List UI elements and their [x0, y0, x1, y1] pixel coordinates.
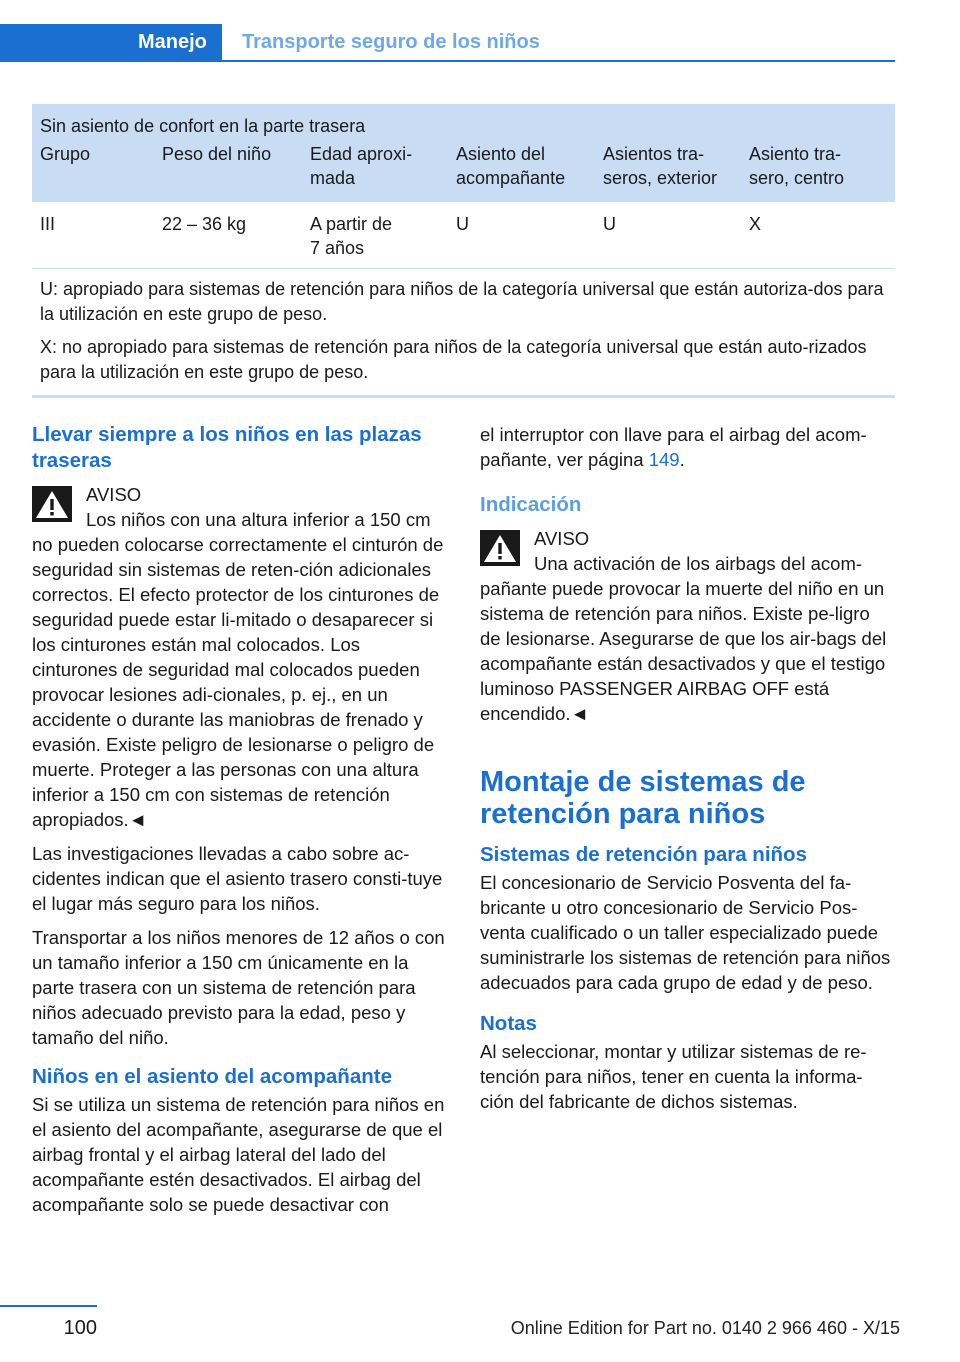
col-header-grupo: Grupo: [40, 144, 91, 164]
paragraph: Si se utiliza un sistema de retención para niños en el asiento del acompañante, asegurarse de que el airbag frontal y el airbag lateral del lado del acompañante estén desactivados. El airbag del acompañante solo se puede desactivar con: [32, 1094, 445, 1215]
cell-grupo: III: [40, 214, 56, 234]
paragraph: el interruptor con llave para el airbag del acom-pañante, ver página 149.: [480, 424, 867, 470]
table-row: [32, 202, 895, 269]
paragraph: Las investigaciones llevadas a cabo sobre ac-cidentes indican que el asiento trasero consti-tuye el lugar más seguro para los niños.: [32, 843, 443, 914]
col-header-edad: Edad aproxi- mada: [310, 144, 413, 188]
warning-label: AVISO: [86, 484, 142, 505]
page-header: [0, 24, 895, 62]
cell-traseros-exterior: U: [603, 214, 616, 234]
note-u: U: apropiado para sistemas de retención para niños de la categoría universal que están autoriza-dos para la utilización en este grupo de peso.: [40, 279, 884, 324]
table-title: Sin asiento de confort en la parte trasera: [40, 116, 366, 136]
table-columns: [32, 136, 895, 202]
table-notes: [32, 269, 895, 398]
warning-triangle-icon: [480, 530, 520, 566]
heading-rear-seats: Llevar siempre a los niños en las plazas traseras: [32, 423, 422, 472]
page-link[interactable]: 149: [648, 449, 680, 470]
heading-front-passenger: Niños en el asiento del acompañante: [32, 1065, 392, 1088]
note-x: X: no apropiado para sistemas de retención para niños de la categoría universal que están auto-rizados para la utilización en este grupo de peso.: [40, 337, 867, 382]
paragraph: Al seleccionar, montar y utilizar sistemas de re-tención para niños, tener en cuenta la informa-ción del fabricante de dichos sistemas.: [480, 1041, 867, 1112]
table-header: [32, 104, 895, 202]
page-number: 100: [63, 1317, 97, 1339]
warning-text: Una activación de los airbags del acom-pañante puede provocar la muerte del niño en un sistema de retención para niños. Existe pe-ligro de lesionarse. Asegurarse de que los air-bags del acompañante están desactivados y que el testigo luminoso PASSENGER AIRBAG OFF está encendido.◄: [480, 553, 887, 724]
warning-label: AVISO: [534, 528, 590, 549]
col-header-trasero-centro: Asiento tra- sero, centro: [749, 144, 845, 188]
heading-indicacion: Indicación: [480, 493, 582, 516]
cell-edad: A partir de 7 años: [310, 214, 393, 258]
warning-triangle-icon: [32, 486, 72, 522]
col-header-acompanante: Asiento del acompañante: [456, 144, 566, 188]
warning-block: [480, 526, 895, 726]
cell-acompanante: U: [456, 214, 469, 234]
paragraph: Transportar a los niños menores de 12 años o con un tamaño inferior a 150 cm únicamente en la parte trasera con un sistema de retención para niños adecuado previsto para la edad, peso y tamaño del niño.: [32, 927, 445, 1048]
paragraph: El concesionario de Servicio Posventa del fa-bricante u otro concesionario de Servicio Pos-venta cualificado o un taller especializado puede suministrarle los sistemas de retención para niños adecuados para cada grupo de edad y de peso.: [480, 872, 891, 993]
heading-notas: Notas: [480, 1012, 537, 1035]
cell-trasero-centro: X: [749, 214, 762, 234]
header-rule: [0, 60, 895, 62]
left-column: [32, 422, 448, 1226]
edition-note: Online Edition for Part no. 0140 2 966 460 - X/15: [510, 1318, 900, 1338]
section-title[interactable]: Transporte seguro de los niños: [242, 31, 540, 53]
chapter-tab[interactable]: Manejo: [0, 24, 222, 61]
warning-block: [32, 482, 448, 832]
heading-sistemas: Sistemas de retención para niños: [480, 843, 807, 866]
warning-text: Los niños con una altura inferior a 150 cm no pueden colocarse correctamente el cinturón de seguridad sin sistemas de reten-ción adicionales correctos. El efecto protector de los cinturones de seguridad puede estar li-mitado o desaparecer si los cinturones están mal colocados. Los cinturones de seguridad mal colocados pueden provocar lesiones adi-cionales, p. ej., en un accidente o durante las maniobras de frenado y evasión. Existe peligro de lesionarse o peligro de muerte. Proteger a las personas con una altura inferior a 150 cm con sistemas de retención apropiados.◄: [32, 509, 444, 830]
cell-peso: 22 – 36 kg: [162, 214, 247, 234]
child-seat-table: [32, 104, 895, 398]
footer-rule: [0, 1305, 97, 1307]
col-header-peso: Peso del niño: [162, 144, 272, 164]
col-header-traseros-exterior: Asientos tra- seros, exterior: [603, 144, 718, 188]
right-column: [480, 422, 895, 1123]
heading-montaje: Montaje de sistemas de retención para niños: [480, 766, 806, 830]
